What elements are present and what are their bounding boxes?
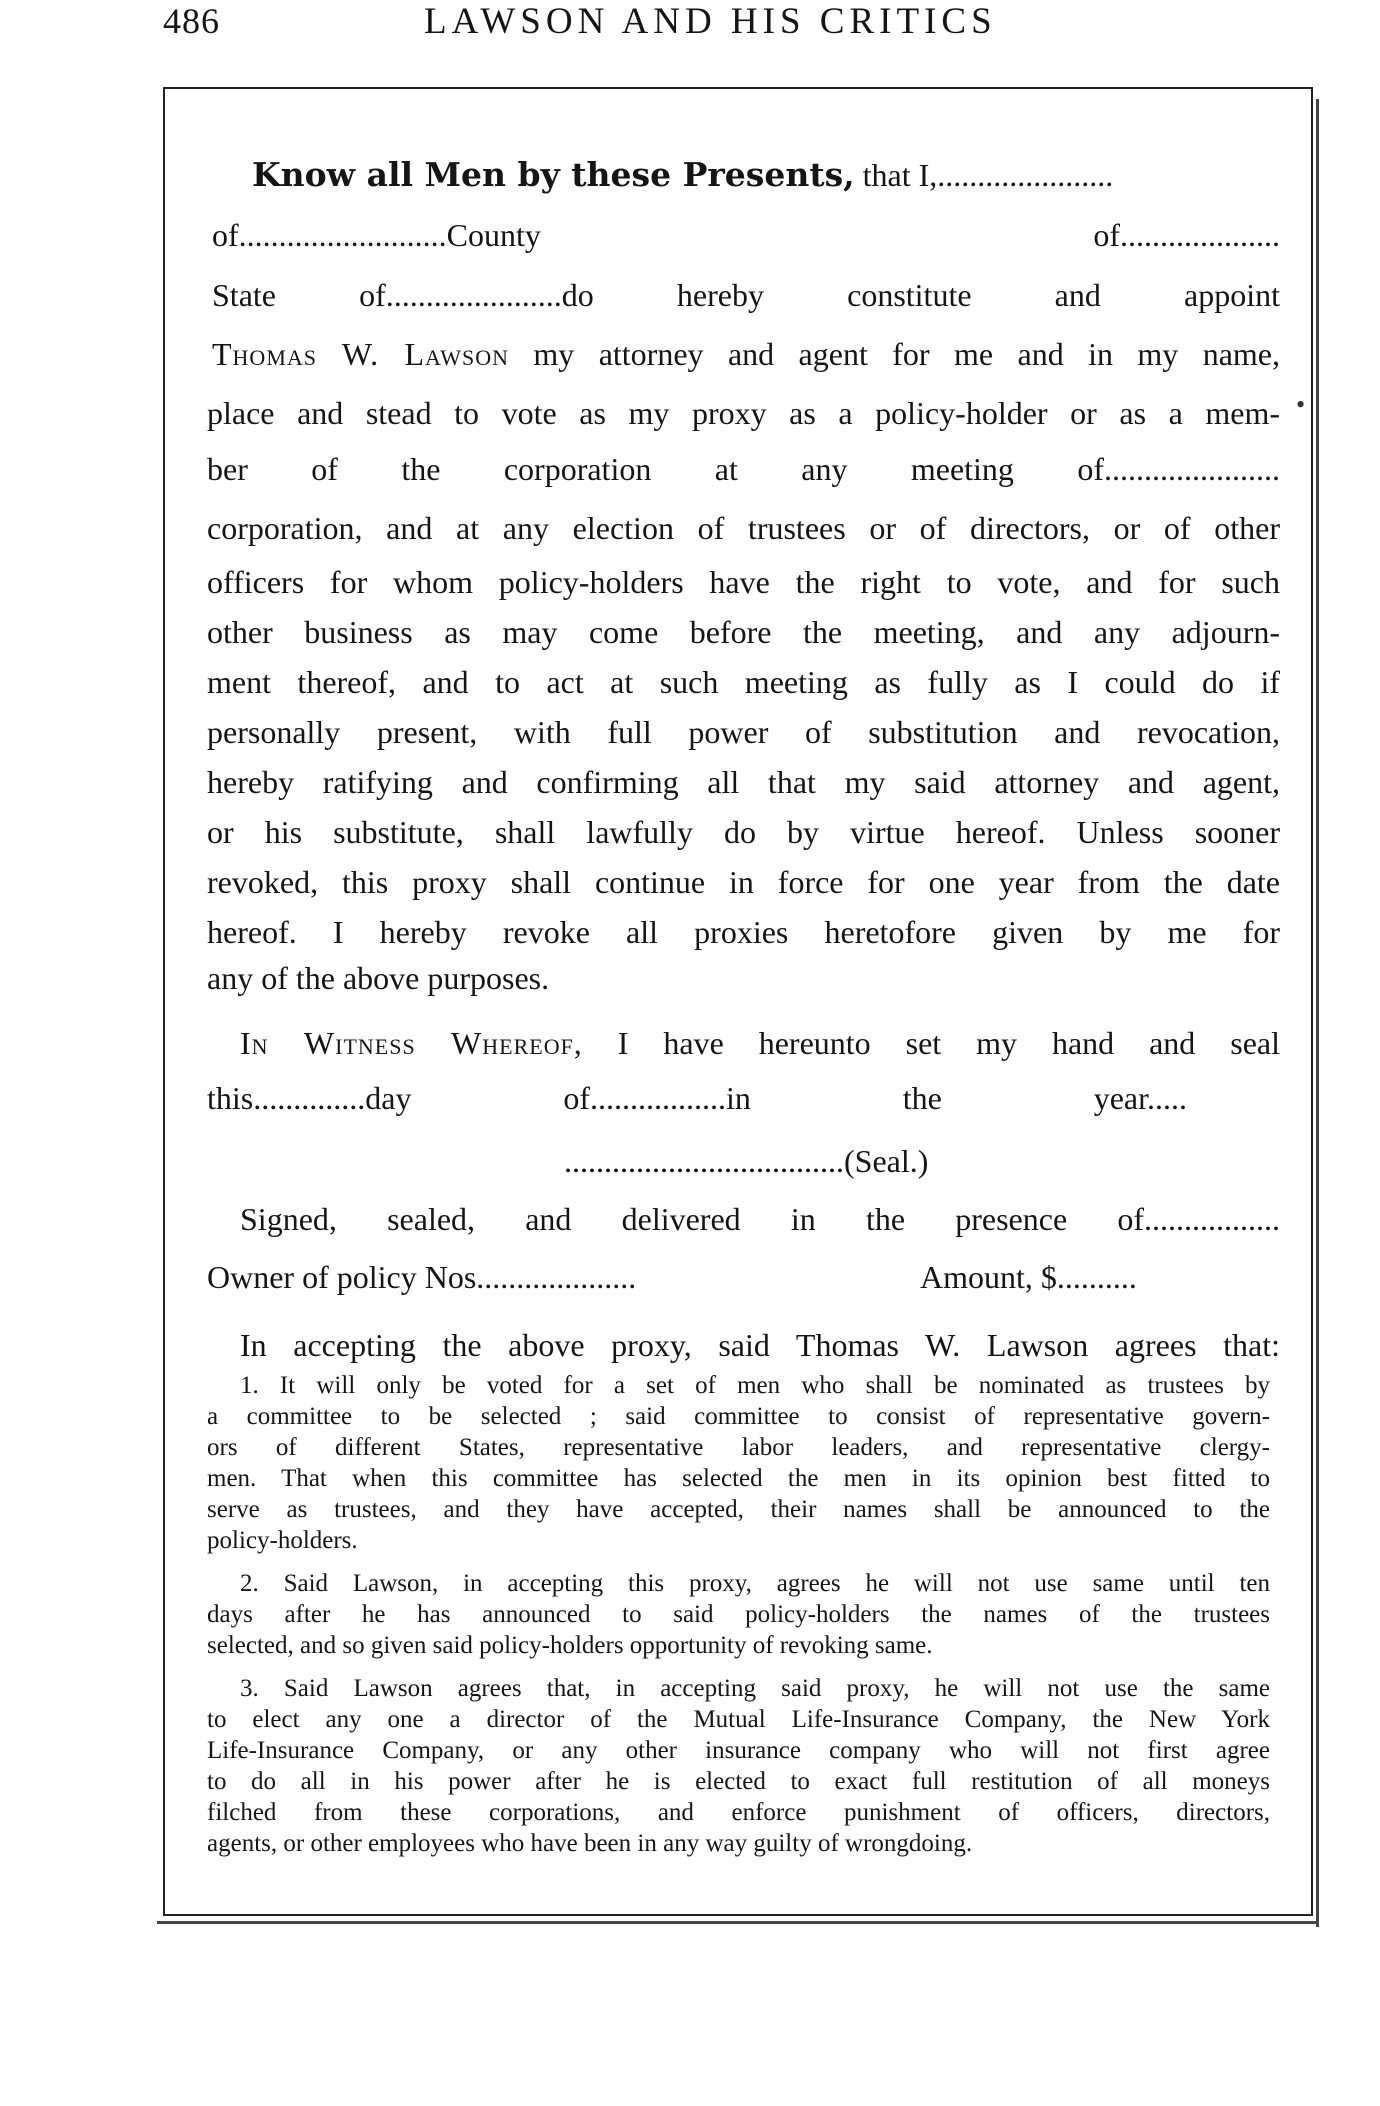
body-line-8: hereby ratifying and confirming all that my said attorney and agent,: [207, 764, 1280, 800]
condition-1-line-5: serve as trustees, and they have accepted, their names shall be announced to the: [207, 1496, 1270, 1523]
owner-line-right: Amount, $..........: [920, 1259, 1137, 1295]
opening-line: [252, 155, 1113, 195]
condition-2-line-3: selected, and so given said policy-holders opportunity of revoking same.: [207, 1632, 933, 1659]
attorney-rest: my attorney and agent for me and in my name,: [533, 336, 1281, 372]
condition-1-line-4: men. That when this committee has selected the men in its opinion best fitted to: [207, 1465, 1270, 1492]
condition-3-line-4: to do all in his power after he is elected to exact full restitution of all moneys: [207, 1768, 1270, 1795]
body-line-4: officers for whom policy-holders have the right to vote, and for such: [207, 564, 1280, 600]
condition-3-line-6: agents, or other employees who have been in any way guilty of wrongdoing.: [207, 1830, 973, 1857]
body-line-5: other business as may come before the meeting, and any adjourn-: [207, 614, 1280, 650]
condition-2-line-2: days after he has announced to said policy-holders the names of the trustees: [207, 1601, 1270, 1628]
witness-smallcaps: In Witness Whereof,: [240, 1025, 583, 1061]
body-line-7: personally present, with full power of substitution and revocation,: [207, 714, 1280, 750]
condition-2-line-1: 2. Said Lawson, in accepting this proxy, agrees he will not use same until ten: [240, 1570, 1270, 1597]
witness-line: [240, 1023, 1280, 1063]
attorney-name: Thomas W. Lawson: [212, 336, 509, 372]
page-header: [0, 0, 1380, 48]
attorney-line: [212, 334, 1280, 374]
county-line: of..........................County of....................: [212, 217, 1280, 253]
condition-3-line-3: Life-Insurance Company, or any other insurance company who will not first agree: [207, 1737, 1270, 1764]
condition-3-line-1: 3. Said Lawson agrees that, in accepting said proxy, he will not use the same: [240, 1675, 1270, 1702]
body-line-11: hereof. I hereby revoke all proxies heretofore given by me for: [207, 914, 1280, 950]
running-title: LAWSON AND HIS CRITICS: [424, 1, 997, 42]
body-line-3: corporation, and at any election of trustees or of directors, or of other: [207, 510, 1280, 546]
owner-line-left: Owner of policy Nos....................: [207, 1259, 637, 1295]
condition-1-line-6: policy-holders.: [207, 1527, 358, 1554]
condition-1-line-2: a committee to be selected ; said committee to consist of representative govern-: [207, 1403, 1270, 1430]
opening-heading: Know all Men by these Presents,: [252, 155, 855, 194]
body-line-12: any of the above purposes.: [207, 960, 550, 996]
stray-mark: •: [1296, 390, 1306, 419]
body-line-10: revoked, this proxy shall continue in force for one year from the date: [207, 864, 1280, 900]
body-line-2: ber of the corporation at any meeting of......................: [207, 451, 1280, 487]
condition-3-line-5: filched from these corporations, and enforce punishment of officers, directors,: [207, 1799, 1270, 1826]
body-line-6: ment thereof, and to act at such meeting as fully as I could do if: [207, 664, 1280, 700]
opening-rest: that I,......................: [862, 157, 1114, 193]
seal-line: ...................................(Seal.): [564, 1143, 929, 1179]
page-number: 486: [163, 1, 220, 41]
body-line-1: place and stead to vote as my proxy as a policy-holder or as a mem-: [207, 395, 1280, 431]
condition-1-line-1: 1. It will only be voted for a set of men who shall be nominated as trustees by: [240, 1372, 1270, 1399]
condition-1-line-3: ors of different States, representative labor leaders, and representative clergy-: [207, 1434, 1270, 1461]
date-line: this..............day of.................in the year.....: [207, 1080, 1187, 1116]
condition-3-line-2: to elect any one a director of the Mutual Life-Insurance Company, the New York: [207, 1706, 1270, 1733]
body-line-9: or his substitute, shall lawfully do by virtue hereof. Unless sooner: [207, 814, 1280, 850]
accepting-line: In accepting the above proxy, said Thomas W. Lawson agrees that:: [240, 1327, 1280, 1363]
signed-line: Signed, sealed, and delivered in the presence of.................: [240, 1201, 1280, 1237]
witness-rest: I have hereunto set my hand and seal: [617, 1025, 1281, 1061]
state-line: State of......................do hereby constitute and appoint: [212, 277, 1280, 313]
